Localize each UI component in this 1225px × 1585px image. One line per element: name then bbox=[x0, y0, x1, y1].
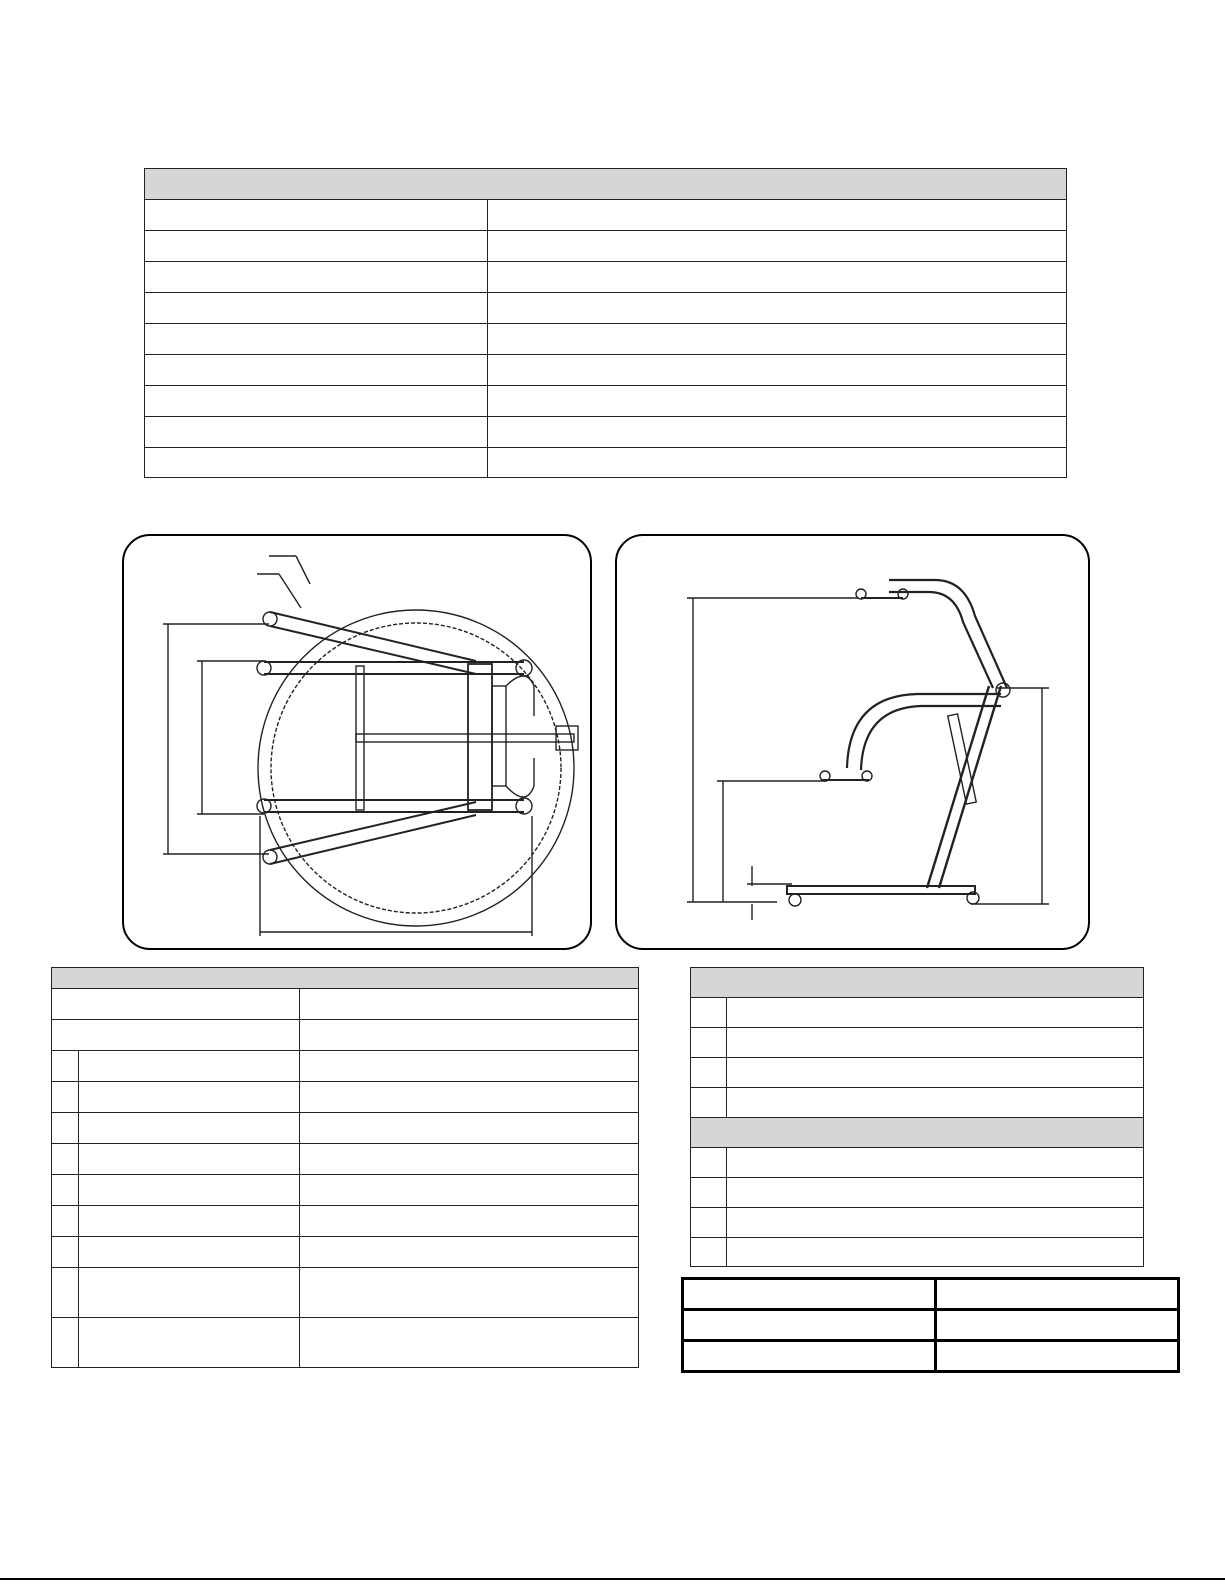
part-value bbox=[727, 1178, 1144, 1208]
table-row bbox=[145, 324, 1067, 355]
table-row bbox=[145, 386, 1067, 417]
dimension-key bbox=[52, 1082, 79, 1113]
dimension-key bbox=[52, 1206, 79, 1237]
bold-table-left bbox=[683, 1279, 936, 1310]
dimension-key bbox=[52, 1268, 79, 1318]
spec-value bbox=[488, 200, 1067, 231]
spec-label bbox=[145, 324, 488, 355]
dimension-value bbox=[300, 989, 639, 1020]
spec-label bbox=[145, 200, 488, 231]
table-row bbox=[52, 1268, 639, 1318]
top-view-diagram bbox=[122, 534, 592, 950]
spec-value bbox=[488, 417, 1067, 448]
dimension-value bbox=[300, 1268, 639, 1318]
dimension-key bbox=[52, 1051, 79, 1082]
table-row bbox=[52, 989, 639, 1020]
spec-label bbox=[145, 293, 488, 324]
part-value bbox=[727, 1058, 1144, 1088]
bold-table-right bbox=[936, 1310, 1179, 1341]
dimensions-table bbox=[51, 967, 639, 1368]
dimension-key bbox=[52, 1318, 79, 1368]
dimension-label bbox=[79, 1268, 300, 1318]
specifications-table bbox=[144, 168, 1067, 478]
bold-table-left bbox=[683, 1341, 936, 1372]
dimension-key bbox=[52, 1113, 79, 1144]
side-view-diagram bbox=[615, 534, 1090, 950]
table-row bbox=[145, 417, 1067, 448]
table-row bbox=[145, 448, 1067, 478]
part-value bbox=[727, 998, 1144, 1028]
part-key bbox=[691, 1208, 727, 1238]
dimension-key bbox=[52, 1175, 79, 1206]
dimension-key bbox=[52, 1237, 79, 1268]
part-value bbox=[727, 1208, 1144, 1238]
parts-section2-header bbox=[691, 1118, 1144, 1148]
spec-label bbox=[145, 448, 488, 478]
dimension-label bbox=[79, 1144, 300, 1175]
dimension-value bbox=[300, 1113, 639, 1144]
table-row bbox=[691, 1088, 1144, 1118]
table-row bbox=[683, 1341, 1179, 1372]
dimension-label bbox=[79, 1051, 300, 1082]
table-row bbox=[145, 262, 1067, 293]
part-key bbox=[691, 998, 727, 1028]
spec-value bbox=[488, 324, 1067, 355]
dimension-label bbox=[79, 1082, 300, 1113]
bold-table-right bbox=[936, 1341, 1179, 1372]
table-row bbox=[52, 1020, 639, 1051]
table-row bbox=[691, 1058, 1144, 1088]
table-row bbox=[145, 231, 1067, 262]
dimension-label bbox=[79, 1318, 300, 1368]
table-row bbox=[52, 1144, 639, 1175]
table-row bbox=[691, 1028, 1144, 1058]
table-row bbox=[52, 1113, 639, 1144]
dimensions-table-header bbox=[52, 968, 639, 989]
dimension-value bbox=[300, 1051, 639, 1082]
spec-value bbox=[488, 386, 1067, 417]
table-row bbox=[691, 1208, 1144, 1238]
dimension-value bbox=[300, 1020, 639, 1051]
table-row bbox=[145, 200, 1067, 231]
parts-section1-header bbox=[691, 968, 1144, 998]
spec-value bbox=[488, 355, 1067, 386]
dimension-value bbox=[300, 1206, 639, 1237]
part-key bbox=[691, 1148, 727, 1178]
table-row bbox=[52, 1237, 639, 1268]
table-row bbox=[52, 1318, 639, 1368]
specifications-table-header bbox=[145, 169, 1067, 200]
part-key bbox=[691, 1028, 727, 1058]
table-row bbox=[145, 355, 1067, 386]
bold-table-right bbox=[936, 1279, 1179, 1310]
part-key bbox=[691, 1058, 727, 1088]
turning-radius-outer bbox=[258, 610, 574, 926]
table-row bbox=[691, 1148, 1144, 1178]
table-row bbox=[691, 1178, 1144, 1208]
spec-label bbox=[145, 386, 488, 417]
turning-radius-inner bbox=[271, 623, 561, 913]
table-row bbox=[52, 1206, 639, 1237]
table-row bbox=[52, 1051, 639, 1082]
spec-label bbox=[145, 417, 488, 448]
table-row bbox=[145, 293, 1067, 324]
dimension-label bbox=[52, 989, 300, 1020]
spec-value bbox=[488, 293, 1067, 324]
table-row bbox=[683, 1279, 1179, 1310]
bold-table-left bbox=[683, 1310, 936, 1341]
part-key bbox=[691, 1178, 727, 1208]
dimension-label bbox=[79, 1237, 300, 1268]
dimension-label bbox=[79, 1175, 300, 1206]
spec-value bbox=[488, 262, 1067, 293]
dimension-value bbox=[300, 1144, 639, 1175]
part-value bbox=[727, 1028, 1144, 1058]
dimension-key bbox=[52, 1144, 79, 1175]
dimension-value bbox=[300, 1175, 639, 1206]
part-key bbox=[691, 1088, 727, 1118]
part-key bbox=[691, 1238, 727, 1267]
table-row bbox=[52, 1175, 639, 1206]
part-value bbox=[727, 1238, 1144, 1267]
table-row bbox=[691, 1238, 1144, 1267]
table-row bbox=[683, 1310, 1179, 1341]
spec-label bbox=[145, 355, 488, 386]
table-row bbox=[52, 1082, 639, 1113]
table-row bbox=[691, 998, 1144, 1028]
dimension-label bbox=[52, 1020, 300, 1051]
spec-value bbox=[488, 231, 1067, 262]
dimension-label bbox=[79, 1206, 300, 1237]
spec-label bbox=[145, 262, 488, 293]
dimension-label bbox=[79, 1113, 300, 1144]
dimension-value bbox=[300, 1237, 639, 1268]
dimension-value bbox=[300, 1082, 639, 1113]
dimension-value bbox=[300, 1318, 639, 1368]
parts-table bbox=[690, 967, 1144, 1267]
bold-bordered-table bbox=[681, 1277, 1180, 1373]
part-value bbox=[727, 1088, 1144, 1118]
footer-rule bbox=[0, 1578, 1225, 1580]
spec-value bbox=[488, 448, 1067, 478]
spec-label bbox=[145, 231, 488, 262]
part-value bbox=[727, 1148, 1144, 1178]
